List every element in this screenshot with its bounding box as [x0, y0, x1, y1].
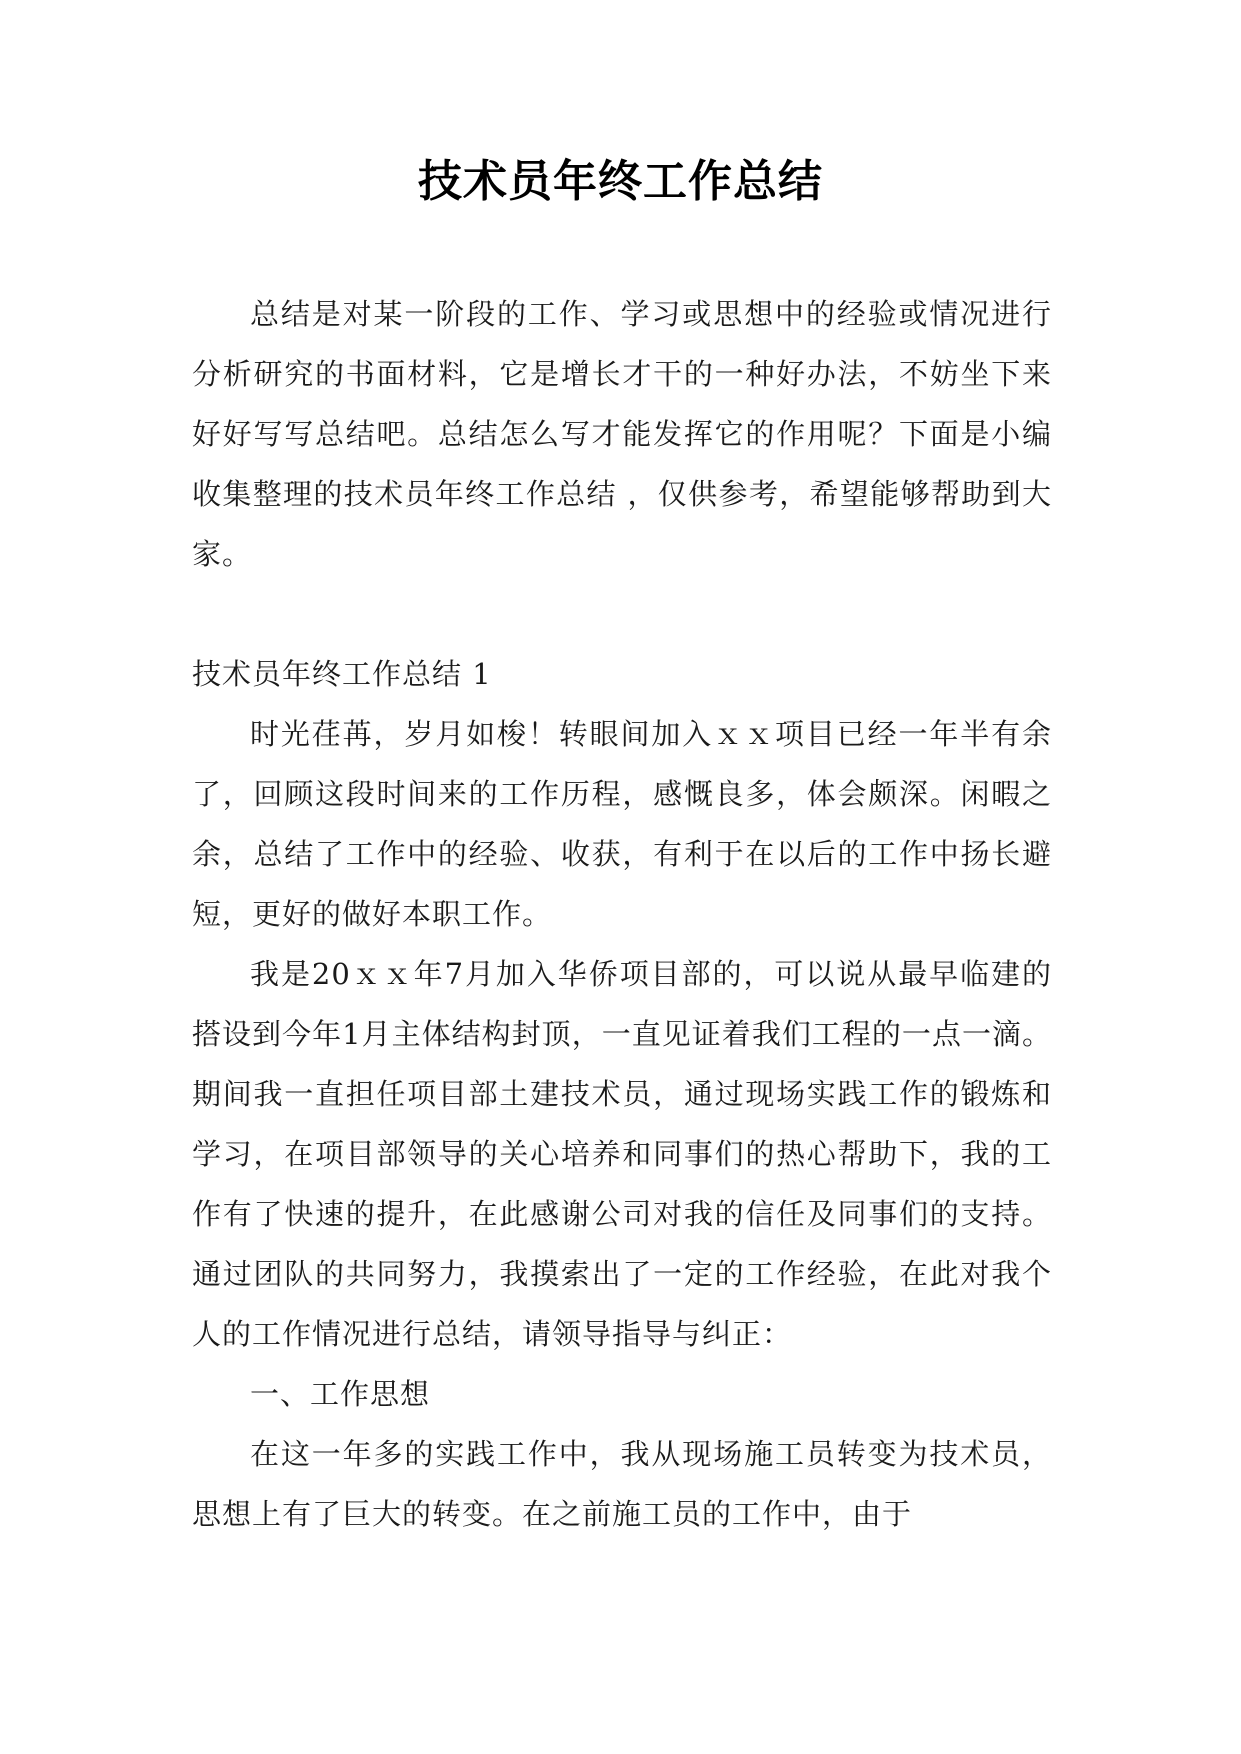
document-body: [192, 284, 1052, 1544]
body-paragraph-1: 时光荏苒，岁月如梭！转眼间加入ｘｘ项目已经一年半有余了，回顾这段时间来的工作历程，感慨良多，体会颇深。闲暇之余，总结了工作中的经验、收获，有利于在以后的工作中扬长避短，更好的做好本职工作。: [192, 717, 1052, 931]
document-title: 技术员年终工作总结: [418, 156, 823, 207]
intro-paragraph: 总结是对某一阶段的工作、学习或思想中的经验或情况进行分析研究的书面材料，它是增长才干的一种好办法，不妨坐下来好好写写总结吧。总结怎么写才能发挥它的作用呢？下面是小编收集整理的技术员年终工作总结 ，仅供参考，希望能够帮助到大家。: [192, 297, 1052, 571]
section-heading: 技术员年终工作总结 1: [192, 657, 492, 691]
body-paragraph-2: 我是20ｘｘ年7月加入华侨项目部的，可以说从最早临建的搭设到今年1月主体结构封顶，一直见证着我们工程的一点一滴。期间我一直担任项目部土建技术员，通过现场实践工作的锻炼和学习，在项目部领导的关心培养和同事们的热心帮助下，我的工作有了快速的提升，在此感谢公司对我的信任及同事们的支持。通过团队的共同努力，我摸索出了一定的工作经验，在此对我个人的工作情况进行总结，请领导指导与纠正：: [192, 957, 1052, 1351]
paragraph-spacer: [192, 584, 1052, 644]
body-paragraph-3: 在这一年多的实践工作中，我从现场施工员转变为技术员，思想上有了巨大的转变。在之前施工员的工作中，由于: [192, 1437, 1052, 1531]
subheading-work-thought: 一、工作思想: [250, 1377, 431, 1411]
